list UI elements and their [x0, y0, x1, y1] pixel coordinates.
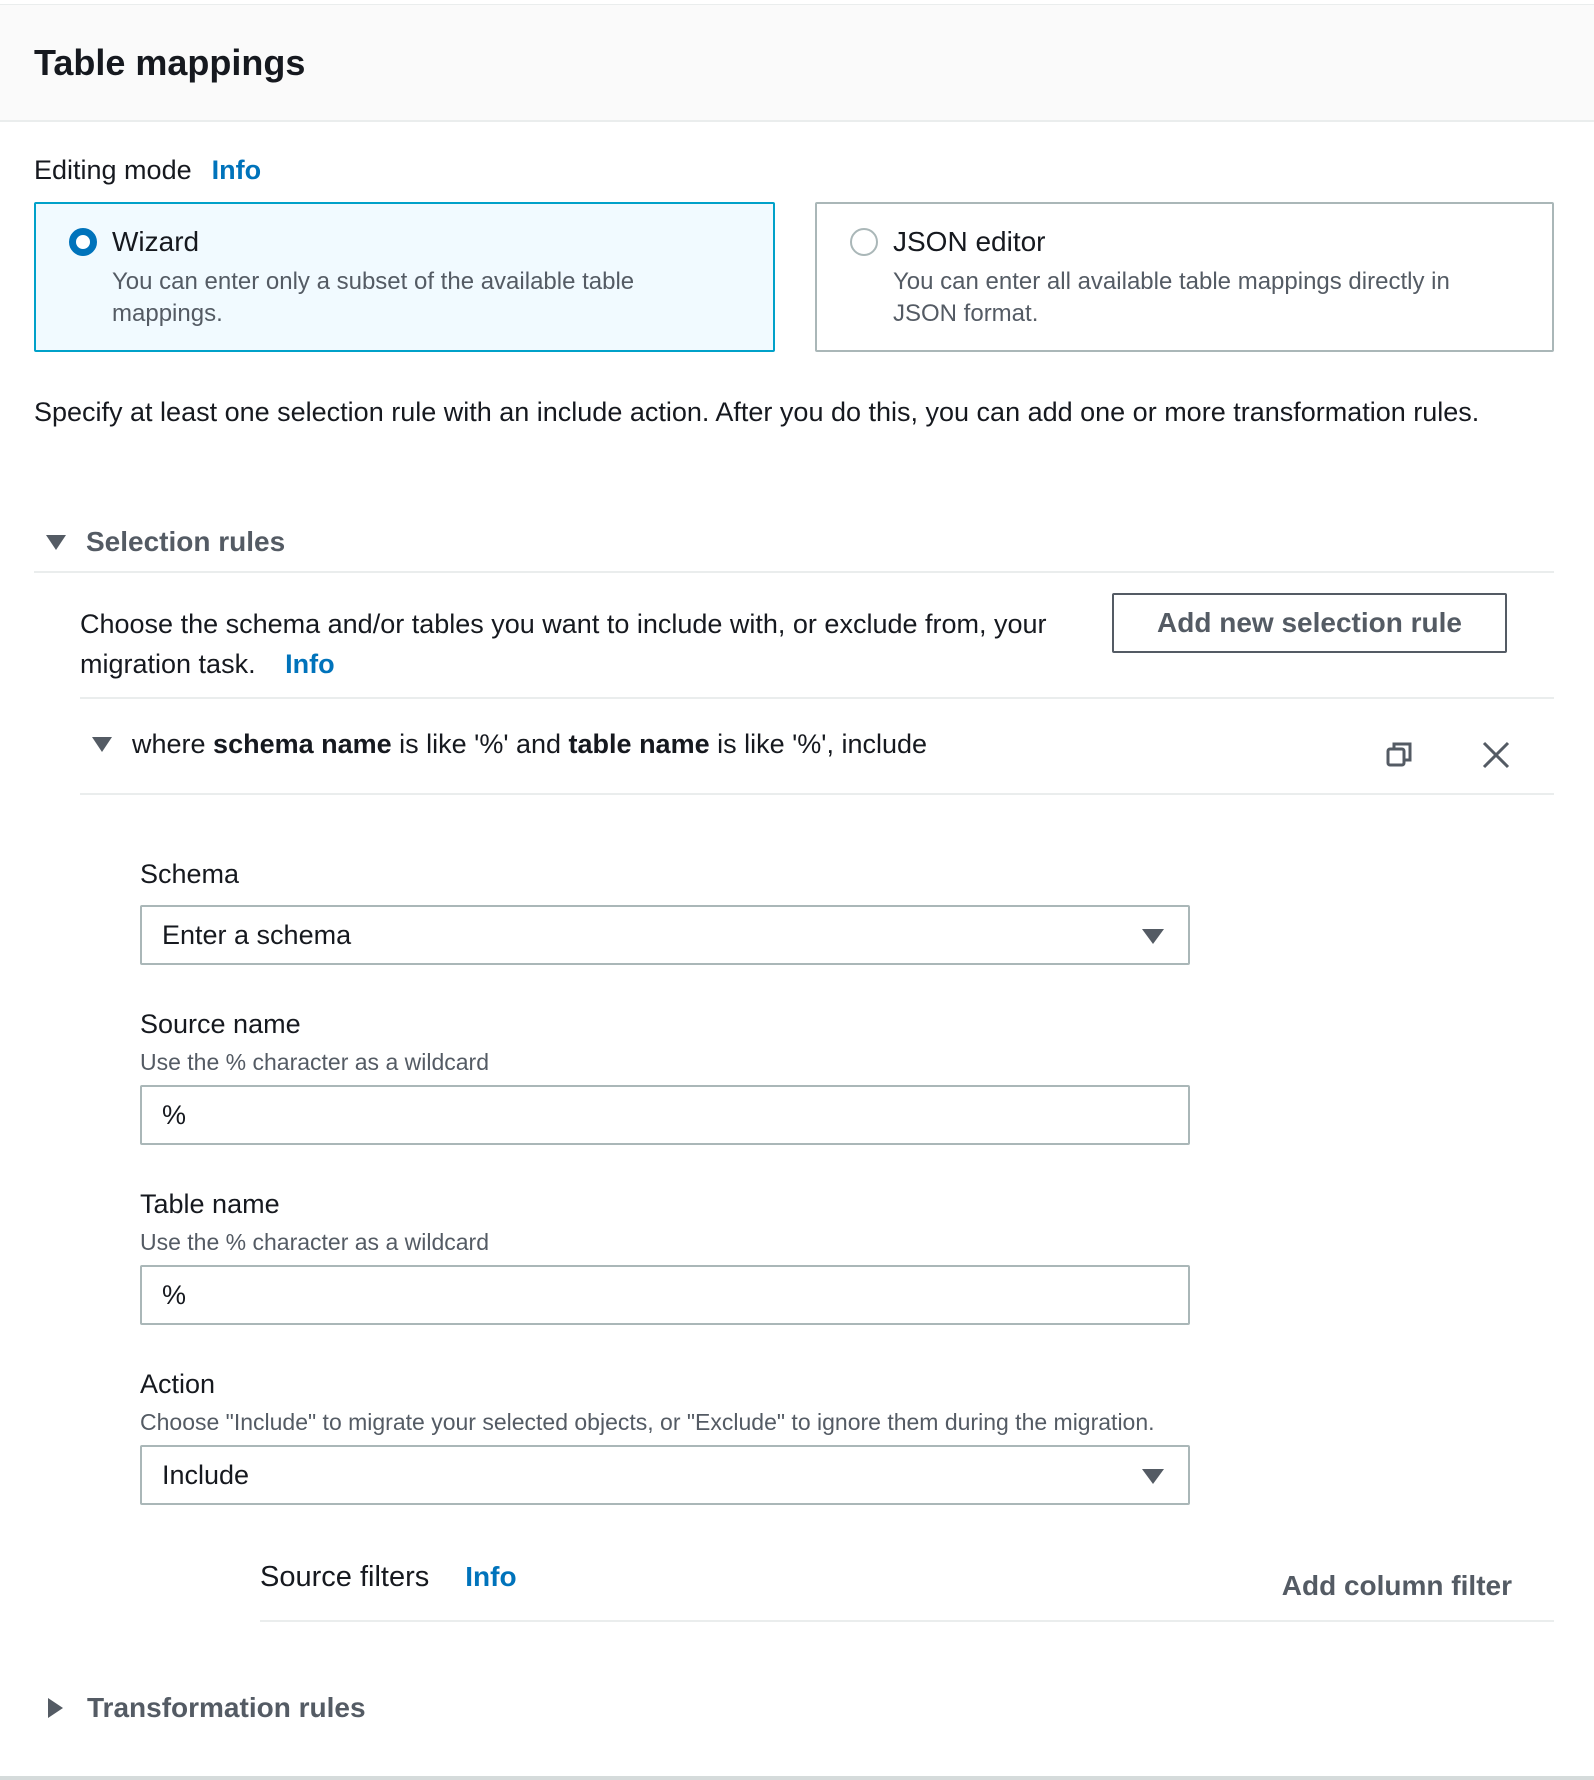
table-name-input[interactable]: [140, 1265, 1190, 1325]
table-name-label: Table name: [140, 1189, 280, 1219]
summary-text: is like '%' and: [391, 729, 569, 759]
source-name-value: %: [162, 1099, 187, 1130]
schema-placeholder: Enter a schema: [162, 919, 352, 950]
transformation-rules-toggle[interactable]: [34, 1692, 366, 1724]
wizard-radio[interactable]: [69, 228, 97, 256]
json-editor-option-card[interactable]: [815, 202, 1554, 352]
wizard-description: You can enter only a subset of the available table mappings.: [112, 268, 635, 327]
copy-icon[interactable]: [1385, 740, 1415, 770]
selection-rules-info-link[interactable]: Info: [285, 649, 335, 679]
summary-text: where: [132, 729, 214, 759]
wizard-option-card[interactable]: [34, 202, 775, 352]
table-name-hint: Use the % character as a wildcard: [140, 1229, 489, 1255]
editing-mode-info-link[interactable]: Info: [211, 155, 262, 185]
close-icon[interactable]: [1481, 740, 1511, 770]
wizard-title: Wizard: [112, 226, 200, 257]
source-filters-row: [260, 1561, 517, 1594]
selection-rules-title: Selection rules: [86, 526, 286, 557]
summary-bold: schema name: [213, 729, 392, 759]
source-name-hint: Use the % character as a wildcard: [140, 1049, 489, 1075]
divider: [260, 1620, 1554, 1622]
page-title: Table mappings: [34, 42, 306, 83]
selection-rules-toggle[interactable]: [34, 526, 285, 558]
caret-down-icon: [92, 737, 112, 752]
intro-text: Specify at least one selection rule with an include action. After you do this, you can add one or more transformation rules.: [34, 397, 1480, 427]
source-name-label: Source name: [140, 1009, 301, 1039]
table-name-value: %: [162, 1279, 187, 1310]
action-label: Action: [140, 1369, 216, 1399]
action-hint: Choose "Include" to migrate your selected objects, or "Exclude" to ignore them during the migration.: [140, 1409, 1155, 1435]
add-new-selection-rule-button[interactable]: Add new selection rule: [1112, 593, 1507, 653]
json-editor-description: You can enter all available table mappings directly in JSON format.: [893, 268, 1450, 327]
caret-down-icon: [46, 535, 66, 550]
caret-right-icon: [48, 1698, 63, 1718]
schema-label: Schema: [140, 859, 240, 889]
caret-down-icon: [1142, 1469, 1164, 1484]
source-filters-label: Source filters: [260, 1561, 430, 1593]
panel-bottom-border: [0, 1776, 1594, 1780]
action-value: Include: [162, 1459, 250, 1490]
summary-text: is like '%', include: [709, 729, 928, 759]
editing-mode-label: Editing mode: [34, 155, 192, 185]
transformation-rules-title: Transformation rules: [87, 1692, 366, 1723]
selection-rules-description: [80, 604, 1110, 684]
rule-toggle[interactable]: [92, 729, 927, 760]
source-filters-info-link[interactable]: Info: [465, 1561, 517, 1592]
divider: [80, 697, 1554, 699]
editing-mode-label-row: [34, 155, 261, 186]
schema-select[interactable]: [140, 905, 1190, 965]
json-editor-radio[interactable]: [850, 228, 878, 256]
source-name-input[interactable]: [140, 1085, 1190, 1145]
json-editor-title: JSON editor: [893, 226, 1046, 257]
divider: [80, 793, 1554, 795]
caret-down-icon: [1142, 929, 1164, 944]
selection-rules-description-text: Choose the schema and/or tables you want to include with, or exclude from, your migration task.: [80, 609, 1047, 679]
summary-bold: table name: [568, 729, 710, 759]
action-select[interactable]: [140, 1445, 1190, 1505]
rule-summary: [132, 729, 927, 760]
divider: [34, 571, 1554, 573]
add-column-filter-button[interactable]: Add column filter: [1281, 1570, 1512, 1601]
